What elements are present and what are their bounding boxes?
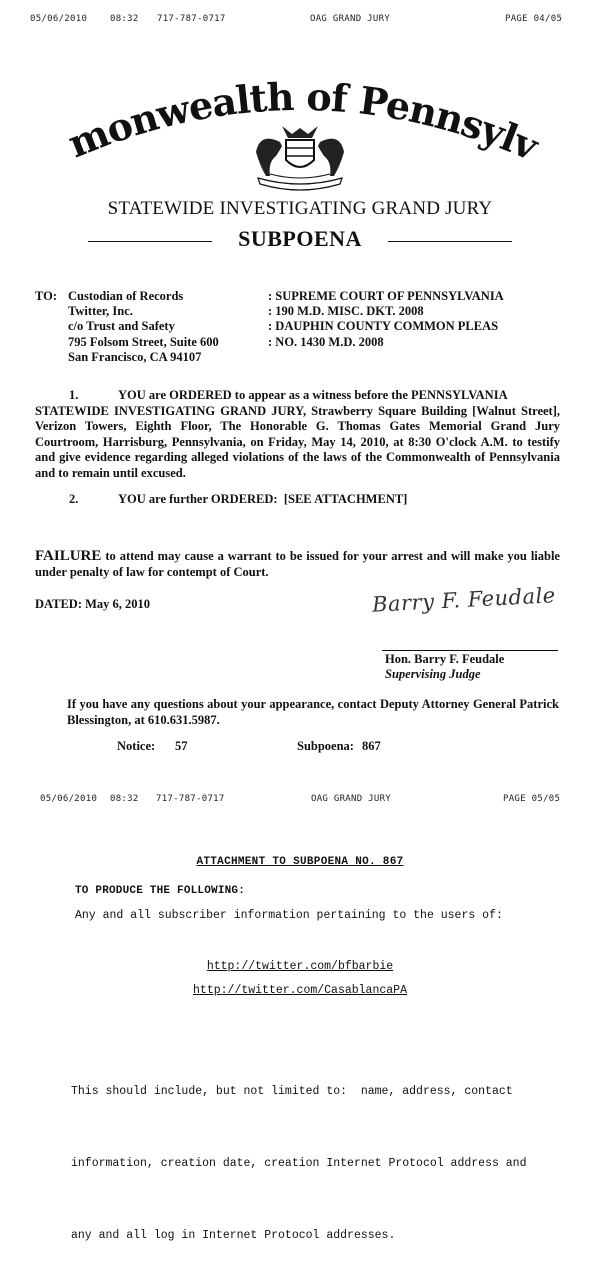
fax-phone: 717-787-0717 (157, 14, 226, 24)
item-1-text: STATEWIDE INVESTIGATING GRAND JURY, Strawberry Square Building [Walnut Street], Verizon Towers, Eighth Floor, The Honorable G. Thomas Gates Memorial Grand Jury Courtroom, Harrisburg, Pennsylvania, on Friday, May 14, 2010, at 8:30 O'clock A.M. to testify and give evidence regarding alleged violations of the laws of the Commonwealth of Pennsylvania and to remain until excused. (35, 403, 560, 480)
fax-date: 05/06/2010 (40, 794, 98, 804)
court-line: : 190 M.D. MISC. DKT. 2008 (268, 304, 424, 319)
failure-word: FAILURE (35, 548, 102, 564)
include-line: This should include, but not limited to: name, address, contact (71, 1085, 513, 1098)
fax-time: 08:32 (110, 794, 139, 804)
item-1-first-line: YOU are ORDERED to appear as a witness before the PENNSYLVANIA (118, 388, 508, 402)
include-line: information, creation date, creation Internet Protocol address and (71, 1157, 527, 1170)
title-rule-left (88, 241, 212, 242)
fax-date: 05/06/2010 (30, 14, 88, 24)
contact-note: If you have any questions about your appearance, contact Deputy Attorney General Patrick Blessington, at 610.631.5987. (67, 697, 559, 727)
failure-warning (35, 549, 560, 580)
notice-number: 57 (175, 739, 188, 753)
masthead (40, 60, 560, 200)
fax-page: PAGE 05/05 (503, 794, 561, 804)
recipient-line: Twitter, Inc. (68, 304, 133, 319)
item-2-number: 2. (69, 492, 79, 506)
twitter-link-bfbarbie[interactable]: http://twitter.com/bfbarbie (206, 960, 394, 973)
dated-line: DATED: May 6, 2010 (35, 597, 151, 611)
court-line: : NO. 1430 M.D. 2008 (268, 334, 384, 349)
include-line: any and all log in Internet Protocol addresses. (71, 1229, 396, 1242)
title-rule-right (388, 241, 512, 242)
masthead-title: monwealth of Pennsylv (61, 73, 544, 169)
court-caption (268, 289, 504, 350)
item-number: 1. (69, 388, 79, 402)
include-paragraph (71, 1032, 526, 1272)
subpoena-title: SUBPOENA (238, 226, 362, 251)
attachment-title: ATTACHMENT TO SUBPOENA NO. 867 (196, 856, 404, 868)
recipient-line: 795 Folsom Street, Suite 600 (68, 334, 219, 349)
judge-name: Hon. Barry F. Feudale (385, 652, 505, 666)
court-line: : DAUPHIN COUNTY COMMON PLEAS (268, 319, 499, 334)
order-item-1 (35, 388, 560, 482)
to-label: TO: (35, 289, 57, 303)
fax-phone: 717-787-0717 (156, 794, 225, 804)
signature-rule (382, 650, 558, 651)
court-line: : SUPREME COURT OF PENNSYLVANIA (268, 289, 504, 303)
subscriber-intro: Any and all subscriber information pertaining to the users of: (75, 909, 503, 922)
produce-heading: TO PRODUCE THE FOLLOWING: (75, 885, 246, 897)
fax-time: 08:32 (110, 14, 139, 24)
judge-title: Supervising Judge (385, 667, 481, 681)
recipient-line: c/o Trust and Safety (68, 319, 175, 334)
judge-signature: Barry F. Feudale (371, 583, 557, 617)
notice-label: Notice: (117, 739, 156, 753)
failure-text: to attend may cause a warrant to be issued for your arrest and will make you liable under penalty of law for contempt of Court. (35, 549, 560, 579)
recipient-line: San Francisco, CA 94107 (68, 349, 202, 364)
fax-page: PAGE 04/05 (505, 14, 563, 24)
subpoena-label: Subpoena: (297, 739, 354, 753)
subpoena-number: 867 (362, 739, 381, 753)
masthead-graphic (40, 60, 560, 200)
twitter-link-casablancapa[interactable]: http://twitter.com/CasablancaPA (193, 984, 407, 997)
grand-jury-heading: STATEWIDE INVESTIGATING GRAND JURY (107, 198, 493, 219)
recipient-address (68, 289, 219, 365)
recipient-line: Custodian of Records (68, 289, 184, 303)
fax-sender: OAG GRAND JURY (310, 14, 391, 24)
fax-sender: OAG GRAND JURY (311, 794, 392, 804)
state-seal-icon (256, 126, 344, 190)
item-2-text: YOU are further ORDERED: [SEE ATTACHMENT] (118, 492, 408, 506)
